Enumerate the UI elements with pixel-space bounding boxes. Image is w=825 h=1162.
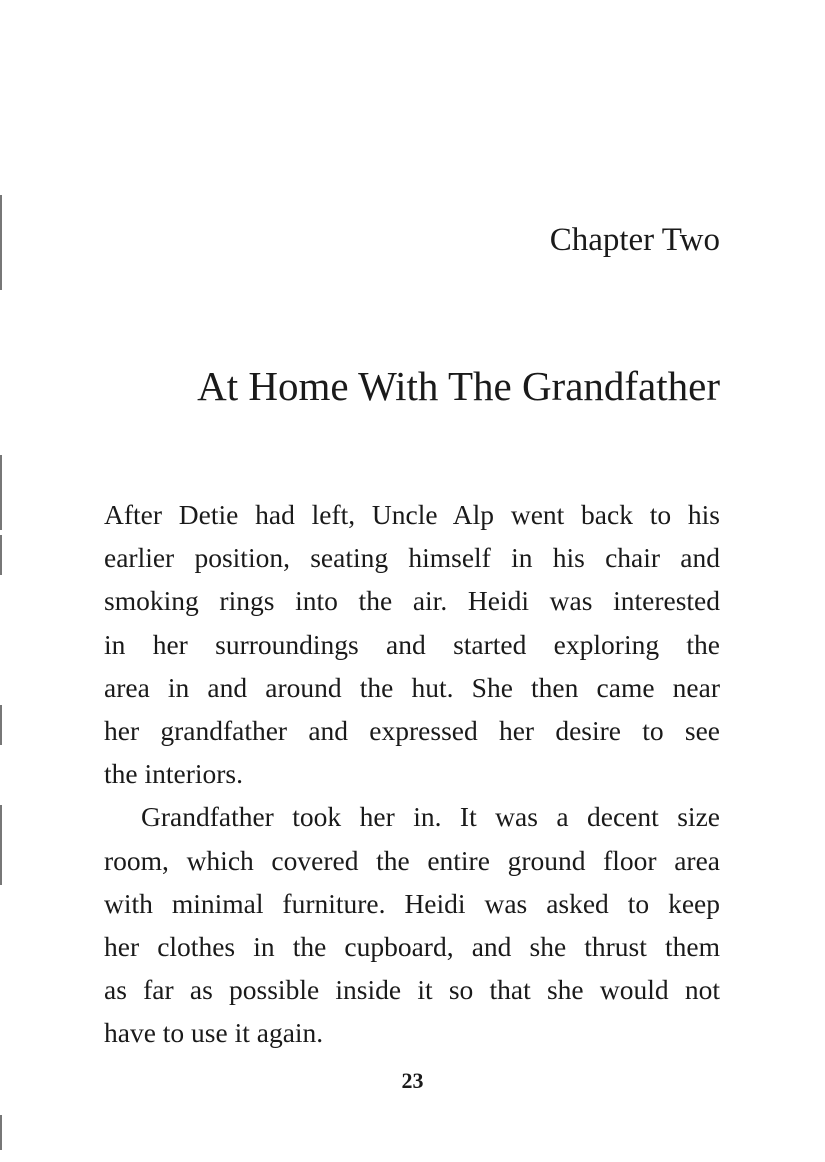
text-line: room, which covered the entire ground floor area <box>104 844 720 876</box>
text-line: area in and around the hut. She then came near <box>104 671 720 703</box>
text-line: Grandfather took her in. It was a decent size <box>141 801 720 833</box>
binding-edge-mark <box>0 705 2 745</box>
chapter-body <box>104 493 720 1054</box>
binding-edge-mark <box>0 535 2 575</box>
binding-edge-mark <box>0 455 2 530</box>
page-number: 23 <box>401 1068 424 1093</box>
binding-edge-mark <box>0 805 2 885</box>
paragraph <box>104 493 720 795</box>
text-line: her grandfather and expressed her desire to see <box>104 714 720 746</box>
text-line: smoking rings into the air. Heidi was interested <box>104 585 720 617</box>
text-line: the interiors. <box>104 758 243 790</box>
text-line: have to use it again. <box>104 1017 324 1049</box>
paragraph <box>104 795 720 1054</box>
text-line: After Detie had left, Uncle Alp went back to his <box>104 499 720 530</box>
text-line: her clothes in the cupboard, and she thrust them <box>104 930 720 962</box>
binding-edge-mark <box>0 195 2 290</box>
binding-edge-mark <box>0 1115 2 1150</box>
chapter-title: At Home With The Grandfather <box>197 363 720 409</box>
text-line: in her surroundings and started exploring the <box>104 628 720 660</box>
chapter-label: Chapter Two <box>549 222 720 258</box>
text-line: as far as possible inside it so that she would not <box>104 974 720 1006</box>
text-line: with minimal furniture. Heidi was asked to keep <box>104 887 720 919</box>
text-line: earlier position, seating himself in his chair and <box>104 542 720 574</box>
